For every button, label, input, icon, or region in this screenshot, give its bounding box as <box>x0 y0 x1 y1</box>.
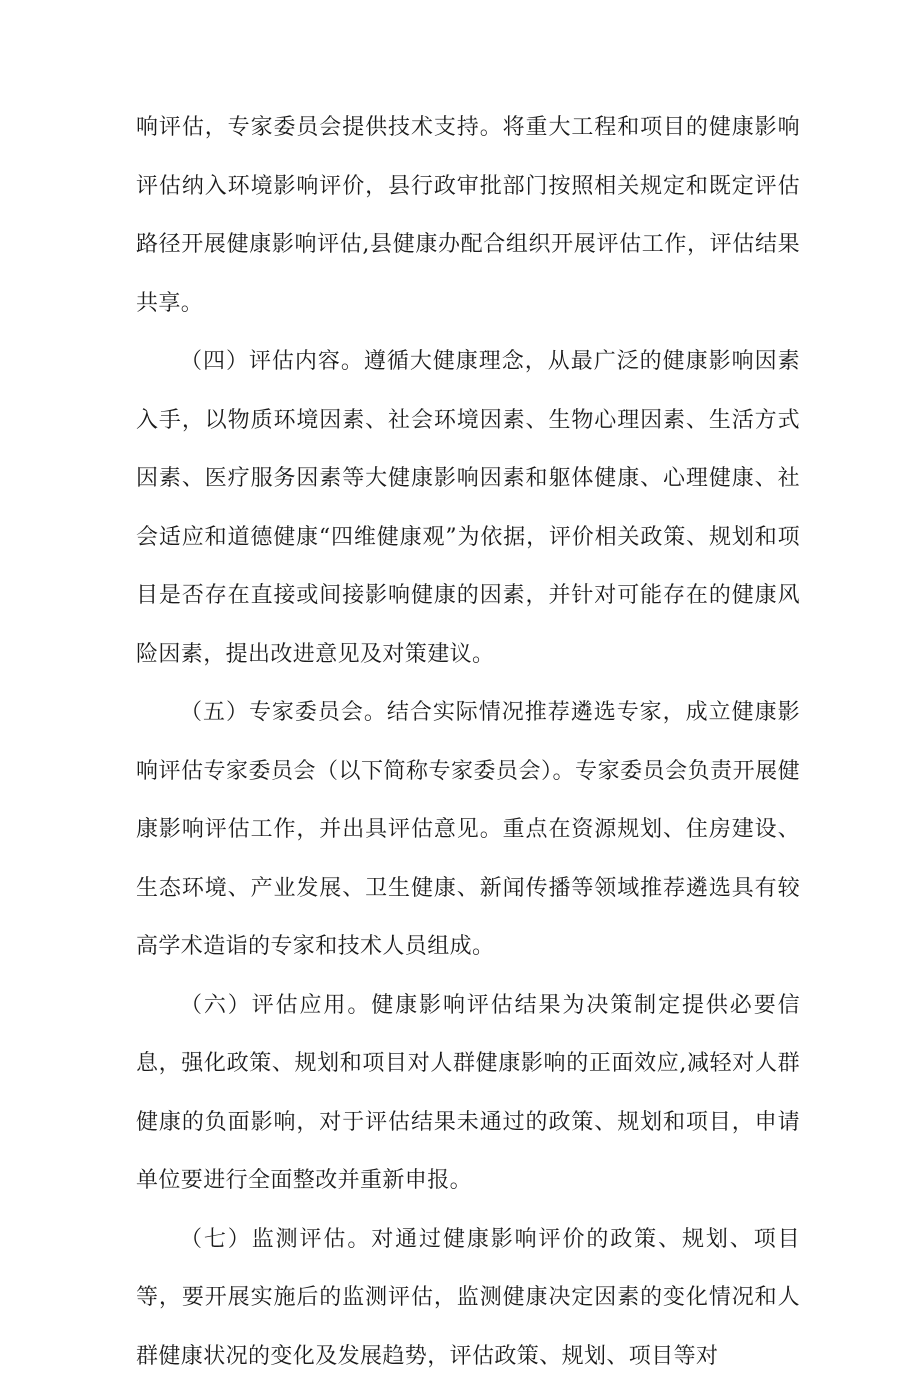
document-body <box>136 99 800 1386</box>
section-label-7: （七）监测评估。 <box>180 1227 371 1252</box>
paragraph-text: 遵循大健康理念，从最广泛的健康影响因素入手，以物质环境因素、社会环境因素、生物心理因素、生活方式因素、医疗服务因素等大健康影响因素和躯体健康、心理健康、社会适应和道德健康“四维健康观”为依据，评价相关政策、规划和项目是否存在直接或间接影响健康的因素，并针对可能存在的健康风险因素，提出改进意见及对策建议。 <box>136 349 800 667</box>
paragraph-text: 对通过健康影响评价的政策、规划、项目等，要开展实施后的监测评估，监测健康决定因素的变化情况和人群健康状况的变化及发展趋势，评估政策、规划、项目等对 <box>136 1227 800 1369</box>
paragraph-monitoring-assessment <box>136 1211 800 1386</box>
paragraph-assessment-content <box>136 333 800 684</box>
paragraph-text: 健康影响评估结果为决策制定提供必要信息，强化政策、规划和项目对人群健康影响的正面效应,减轻对人群健康的负面影响，对于评估结果未通过的政策、规划和项目，申请单位要进行全面整改并重新申报。 <box>136 993 800 1194</box>
paragraph-expert-committee <box>136 684 800 977</box>
paragraph-text: 结合实际情况推荐遴选专家，成立健康影响评估专家委员会（以下简称专家委员会）。专家委员会负责开展健康影响评估工作，并出具评估意见。重点在资源规划、住房建设、生态环境、产业发展、卫生健康、新闻传播等领域推荐遴选具有较高学术造诣的专家和技术人员组成。 <box>136 700 800 959</box>
section-label-4: （四）评估内容。 <box>180 349 364 374</box>
paragraph-continuation <box>136 99 800 333</box>
section-label-5: （五）专家委员会。 <box>180 700 387 725</box>
paragraph-assessment-application <box>136 977 800 1211</box>
paragraph-text: 响评估，专家委员会提供技术支持。将重大工程和项目的健康影响评估纳入环境影响评价，县行政审批部门按照相关规定和既定评估路径开展健康影响评估,县健康办配合组织开展评估工作，评估结果共享。 <box>136 115 800 316</box>
section-label-6: （六）评估应用。 <box>180 993 371 1018</box>
